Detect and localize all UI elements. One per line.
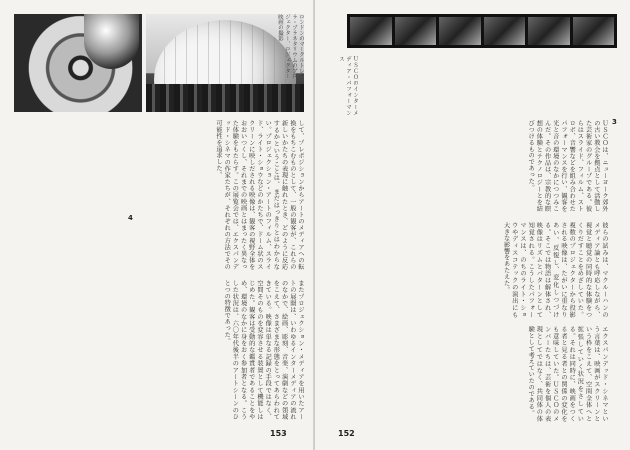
left-lower-text: またプロジェクション・メディアを用いたアートの展開は、いわゆるインターメディアの流れのなかで、絵画、彫刻、音楽、演劇などの領域をこえて、さまざまな形態をとってあらわれてきている。映像は単なる記録の手段ではなく、空間そのものを変容させる装置として機能しはじめた。観客は受動的な鑑賞者であることをやめ、環境のなかに身をおく参加者となる。こうした状況は、六〇年代後半のアートシーンのひとつの特徴であった。	[223, 280, 304, 420]
left-page-number: 153	[270, 429, 287, 438]
projector-photo	[14, 14, 142, 112]
film-frame	[395, 17, 437, 45]
right-text-column-3: エクスパンデッド・シネマという言葉は、映画がスクリーンという枠をこえて、空間全体へと拡張していく状況をさしている。それは同時に、映画をつくる者と見る者との関係の変化をも意味していた。ＵＳＣＯのメンバーたちは、芸術を個人の表現としてではなく、共同体の体験として考えていたのである。	[527, 326, 608, 422]
film-frame	[528, 17, 570, 45]
crowd	[146, 84, 304, 112]
right-photo-caption: ＵＳＣＯのインターメディア・パフォーマンス	[338, 56, 358, 116]
film-frame	[439, 17, 481, 45]
section-number-4: 4	[128, 214, 133, 222]
left-photo-caption: ロンドンのマークルトレクラ・ブラネタリウムのプロジェクター、ロジェクター映画の撮影	[277, 14, 304, 79]
right-page-number: 152	[338, 429, 355, 438]
right-text-column-1: ＵＳＣＯは、ニューヨーク郊外の古い教会を拠点として活動した芸術家のグループである。彼らはスライド、フィルム、ストロボ、音響などを組み合わせたパフォーマンスを行い、観客を光と音の環境のなかにつつみこんだ。その作品は、宗教的な瞑想の体験とテクノロジーとを結びつけるものであった。	[527, 120, 608, 212]
section-number-3: 3	[612, 118, 617, 126]
left-upper-text: して、プレポジションからアートのメディアへの転換をもちこむものとして、一般の観客が、これらの新しいかたちの表現に触れたとき、どのように反応するかということは、まだはっきりとはわからない。プロジェクション・アートのフィルム、スライド、ライト・ショウなどのかたちで、ドーム状のスクリーンに映しだされる映像は、観客の視野全体をおおいつくし、それまでの映画とはまったく異なった体験をもたらす。この展覧会では、エクスパンデッド・シネマの作家たちが、それぞれの方法でその可能性を追求した。	[214, 120, 304, 270]
film-frame	[573, 17, 615, 45]
projector-lamp	[84, 14, 139, 69]
film-frame	[350, 17, 392, 45]
film-frame	[484, 17, 526, 45]
right-text-column-2: 彼らの試みは、マクルーハンのメディア論とも呼応しながら、視覚と聴覚の同時的な体験をつくりだすことをめざしていた。複数のプロジェクターから投影される映像は、たがいに重なりあい、反復し、変化しつづける。そこでは物語は解体され、映像はリズムとパターンとして知覚される。こうしたパフォーマンスは、のちのライト・ショウやディスコテックの演出にも大きな影響をあたえた。	[502, 222, 608, 318]
film-strip-photo	[347, 14, 617, 48]
